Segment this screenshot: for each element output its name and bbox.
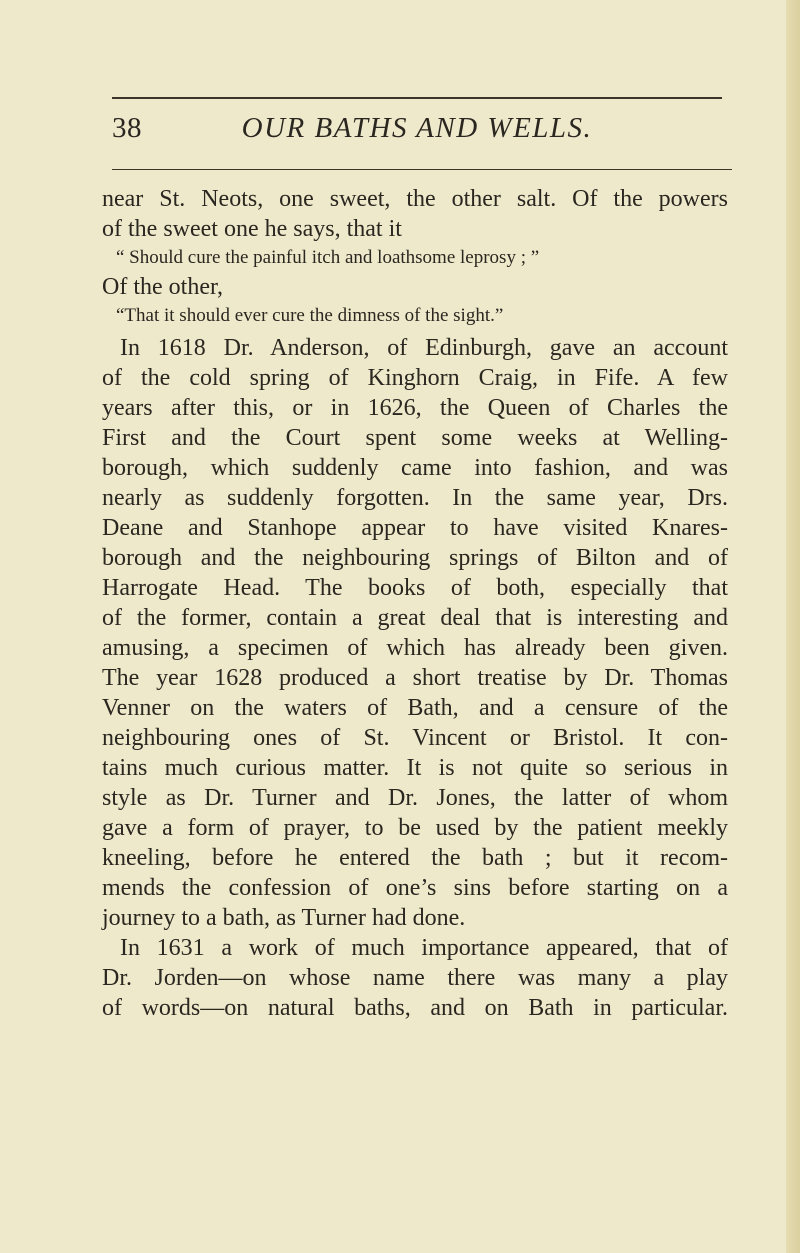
text-line: Of the other, — [102, 274, 223, 300]
text-line: near St. Neots, one sweet, the other salt. Of the powers — [102, 186, 728, 212]
page-edge — [786, 0, 800, 1253]
text-line: of the cold spring of Kinghorn Craig, in Fife. A few — [102, 365, 728, 391]
text-line: nearly as suddenly forgotten. In the same year, Drs. — [102, 485, 728, 511]
running-title: OUR BATHS AND WELLS. — [241, 112, 593, 144]
text-line: Venner on the waters of Bath, and a censure of the — [102, 695, 728, 721]
header-rule-bottom — [112, 169, 732, 170]
text-line: of the former, contain a great deal that is interesting and — [102, 605, 728, 631]
text-line: journey to a bath, as Turner had done. — [102, 905, 466, 931]
text-line: Deane and Stanhope appear to have visited Knares- — [102, 515, 728, 541]
text-line: tains much curious matter. It is not quite so serious in — [102, 755, 728, 781]
paragraph-first-line: In 1618 Dr. Anderson, of Edinburgh, gave an account — [120, 335, 728, 361]
text-line: Harrogate Head. The books of both, especially that — [102, 575, 728, 601]
text-line: amusing, a specimen of which has already been given. — [102, 635, 728, 661]
text-line: style as Dr. Turner and Dr. Jones, the latter of whom — [102, 785, 728, 811]
text-line: kneeling, before he entered the bath ; but it recom- — [102, 845, 728, 871]
text-line: Dr. Jorden—on whose name there was many a play — [102, 965, 728, 991]
text-line: of the sweet one he says, that it — [102, 216, 402, 242]
text-line: borough, which suddenly came into fashion, and was — [102, 455, 728, 481]
text-line: years after this, or in 1626, the Queen of Charles the — [102, 395, 728, 421]
text-line: First and the Court spent some weeks at Welling- — [102, 425, 728, 451]
text-line: mends the confession of one’s sins before starting on a — [102, 875, 728, 901]
paragraph-first-line: In 1631 a work of much importance appeared, that of — [120, 935, 728, 961]
page-header — [112, 112, 722, 152]
text-line: gave a form of prayer, to be used by the patient meekly — [102, 815, 728, 841]
quoted-verse-line: “That it should ever cure the dimness of the sight.” — [116, 305, 504, 326]
body-text — [102, 178, 728, 1023]
text-line: of words—on natural baths, and on Bath in particular. — [102, 995, 728, 1021]
page-number: 38 — [112, 112, 142, 144]
text-line: borough and the neighbouring springs of Bilton and of — [102, 545, 728, 571]
text-line: The year 1628 produced a short treatise by Dr. Thomas — [102, 665, 728, 691]
text-line: neighbouring ones of St. Vincent or Bristol. It con- — [102, 725, 728, 751]
quoted-verse-line: “ Should cure the painful itch and loathsome leprosy ; ” — [116, 247, 540, 268]
header-rule-top — [112, 97, 722, 99]
